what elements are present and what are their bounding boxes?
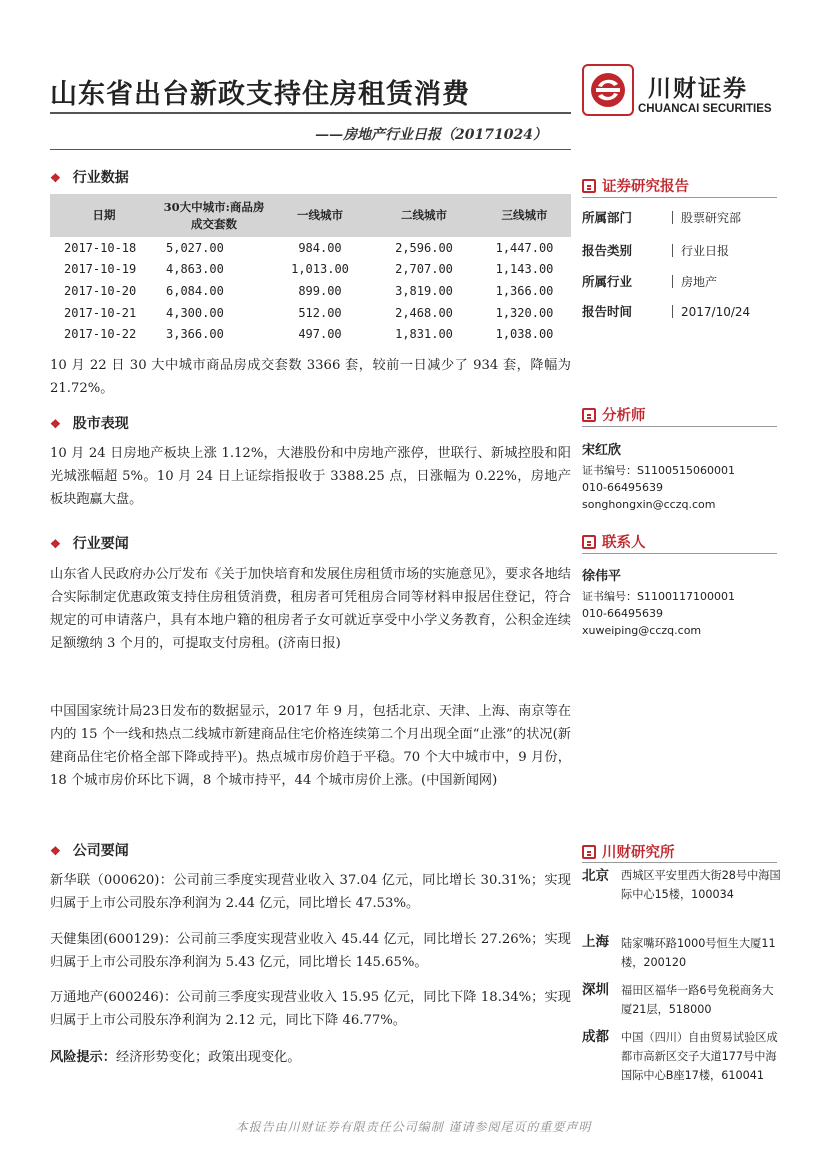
section-industry-news: ❖ 行业要闻 [50, 536, 129, 552]
sidebar-divider [582, 553, 777, 554]
section-market: ❖ 股市表现 [50, 416, 129, 432]
report-info-category: 报告类别 行业日报 [582, 243, 730, 258]
cell-value: 6,084.00 [166, 283, 224, 298]
company-logo-icon [582, 64, 634, 116]
contact-cert: 证书编号：S1100117100001 [582, 590, 735, 603]
report-info-date: 报告时间 2017/10/24 [582, 304, 751, 319]
cell-value: 1,831.00 [395, 327, 453, 342]
office-city-shanghai: 上海 [582, 934, 609, 950]
transaction-table [50, 194, 571, 345]
diamond-bullet-icon: ❖ [50, 417, 61, 431]
office-address-shenzhen: 福田区福华一路6号免税商务大厦21层，518000 [621, 984, 774, 1016]
col-header-tier2: 二线城市 [370, 194, 478, 237]
company-news-1: 新华联（000620)：公司前三季度实现营业收入 37.04 亿元，同比增长 30.31%；实现归属于上市公司股东净利润为 2.44 亿元，同比增长 47.53%。 [50, 873, 571, 911]
page-subtitle: ——房地产行业日报（20171024） [315, 127, 547, 143]
cell-value: 4,863.00 [166, 262, 224, 277]
section-box-icon [582, 408, 596, 422]
analyst-phone: 010-66495639 [582, 481, 663, 494]
diamond-bullet-icon: ❖ [50, 537, 61, 551]
table-row [50, 302, 571, 324]
contact-phone: 010-66495639 [582, 607, 663, 620]
page-title: 山东省出台新政支持住房租赁消费 [50, 79, 470, 110]
logo-chinese-name: 川财证券 [648, 76, 748, 102]
col-header-date: 日期 [50, 194, 158, 237]
company-news-2: 天健集团(600129)：公司前三季度实现营业收入 45.44 亿元，同比增长 27.26%；实现归属于上市公司股东净利润为 5.43 亿元，同比增长 145.65%。 [50, 932, 571, 970]
table-row [50, 323, 571, 345]
cell-value: 3,366.00 [166, 327, 224, 342]
cell-value: 497.00 [298, 327, 342, 342]
data-summary-text: 10 月 22 日 30 大中城市商品房成交套数 3366 套，较前一日减少了 934 套，降幅为 21.72%。 [50, 358, 571, 396]
cell-value: 2,468.00 [395, 305, 453, 320]
cell-date: 2017-10-19 [64, 262, 137, 277]
cell-date: 2017-10-20 [64, 283, 137, 298]
company-news-3: 万通地产(600246)：公司前三季度实现营业收入 15.95 亿元，同比下降 18.34%；实现归属于上市公司股东净利润为 2.12 元，同比下降 46.77%。 [50, 990, 571, 1028]
cell-date: 2017-10-21 [64, 305, 137, 320]
office-city-beijing: 北京 [582, 868, 609, 884]
cell-date: 2017-10-18 [64, 240, 137, 255]
cell-value: 2,596.00 [395, 240, 453, 255]
cell-value: 1,013.00 [291, 262, 349, 277]
section-industry-data: ❖ 行业数据 [50, 170, 129, 186]
cell-value: 1,447.00 [495, 240, 554, 255]
analyst-cert: 证书编号：S1100515060001 [582, 464, 735, 477]
office-address-beijing: 西城区平安里西大街28号中海国际中心15楼，100034 [621, 869, 781, 901]
cell-value: 4,300.00 [166, 305, 224, 320]
sidebar-divider [582, 862, 777, 863]
cell-value: 1,320.00 [495, 305, 554, 320]
contact-name: 徐伟平 [582, 569, 622, 584]
table-row [50, 259, 571, 281]
analyst-email[interactable]: songhongxin@cczq.com [582, 498, 716, 511]
section-company-news: ❖ 公司要闻 [50, 843, 129, 859]
office-city-chengdu: 成都 [582, 1029, 609, 1045]
cell-value: 1,366.00 [495, 283, 554, 298]
cell-date: 2017-10-22 [64, 327, 137, 342]
cell-value: 512.00 [298, 305, 342, 320]
office-address-chengdu: 中国（四川）自由贸易试验区成都市高新区交子大道177号中海国际中心B座17楼，610041 [621, 1031, 778, 1082]
diamond-bullet-icon: ❖ [50, 171, 61, 185]
risk-warning: 风险提示：经济形势变化；政策出现变化。 [50, 1050, 301, 1065]
sidebar-report-head: 证券研究报告 [582, 175, 689, 196]
diamond-bullet-icon: ❖ [50, 844, 61, 858]
col-header-total: 30大中城市:商品房成交套数 [158, 194, 270, 237]
contact-email[interactable]: xuweiping@cczq.com [582, 624, 702, 637]
cell-value: 984.00 [298, 240, 342, 255]
sidebar-contact-head: 联系人 [582, 531, 646, 552]
logo-english-name: CHUANCAI SECURITIES [638, 103, 772, 115]
title-divider [50, 112, 571, 114]
contact-card [582, 566, 735, 639]
sidebar-divider [582, 426, 777, 427]
cell-value: 2,707.00 [395, 262, 453, 277]
sidebar-analyst-head: 分析师 [582, 404, 646, 425]
cell-value: 5,027.00 [166, 240, 224, 255]
table-header-row [50, 194, 571, 237]
col-header-tier1: 一线城市 [270, 194, 370, 237]
sidebar-divider [582, 197, 777, 198]
col-header-tier3: 三线城市 [478, 194, 571, 237]
cell-value: 1,143.00 [495, 262, 554, 277]
subtitle-divider [50, 149, 571, 150]
page-footer: 本报告由川财证券有限责任公司编制 谨请参阅尾页的重要声明 [235, 1120, 592, 1134]
office-city-shenzhen: 深圳 [582, 982, 609, 998]
cell-value: 1,038.00 [495, 327, 554, 342]
industry-news-2: 中国国家统计局23日发布的数据显示，2017 年 9 月，包括北京、天津、上海、南京等在内的 15 个一线和热点二线城市新建商品住宅价格连续第二个月出现全面“止涨”的状况(新建商品住宅价格全部下降或持平)。热点城市房价趋于平稳。70 个大中城市中，9 月份，18 个城市房价环比下调，8 个城市持平，44 个城市房价上涨。(中国新闻网) [50, 704, 571, 788]
industry-news-1: 山东省人民政府办公厅发布《关于加快培育和发展住房租赁市场的实施意见》，要求各地结合实际制定优惠政策支持住房租赁消费，租房者可凭租房合同等材料申报居住登记，符合规定的可申请落户，具有本地户籍的租房者子女可就近享受中小学义务教育，公积金连续足额缴纳 3 个月的，可提取支付房租。(济南日报) [50, 567, 571, 651]
table-row [50, 280, 571, 302]
cell-value: 899.00 [298, 283, 342, 298]
office-address-shanghai: 陆家嘴环路1000号恒生大厦11楼，200120 [621, 937, 776, 969]
sidebar-institute-head: 川财研究所 [582, 841, 675, 862]
section-box-icon [582, 179, 596, 193]
analyst-card [582, 440, 735, 513]
report-info-department: 所属部门 股票研究部 [582, 210, 742, 225]
market-text: 10 月 24 日房地产板块上涨 1.12%，大港股份和中房地产涨停，世联行、新城控股和阳光城涨幅超 5%。10 月 24 日上证综指报收于 3388.25 点，日涨幅为 0.22%，房地产板块跑赢大盘。 [50, 446, 571, 507]
section-box-icon [582, 845, 596, 859]
cell-value: 3,819.00 [395, 283, 453, 298]
report-info-industry: 所属行业 房地产 [582, 274, 718, 289]
table-row [50, 237, 571, 259]
analyst-name: 宋红欣 [582, 443, 622, 458]
section-box-icon [582, 535, 596, 549]
